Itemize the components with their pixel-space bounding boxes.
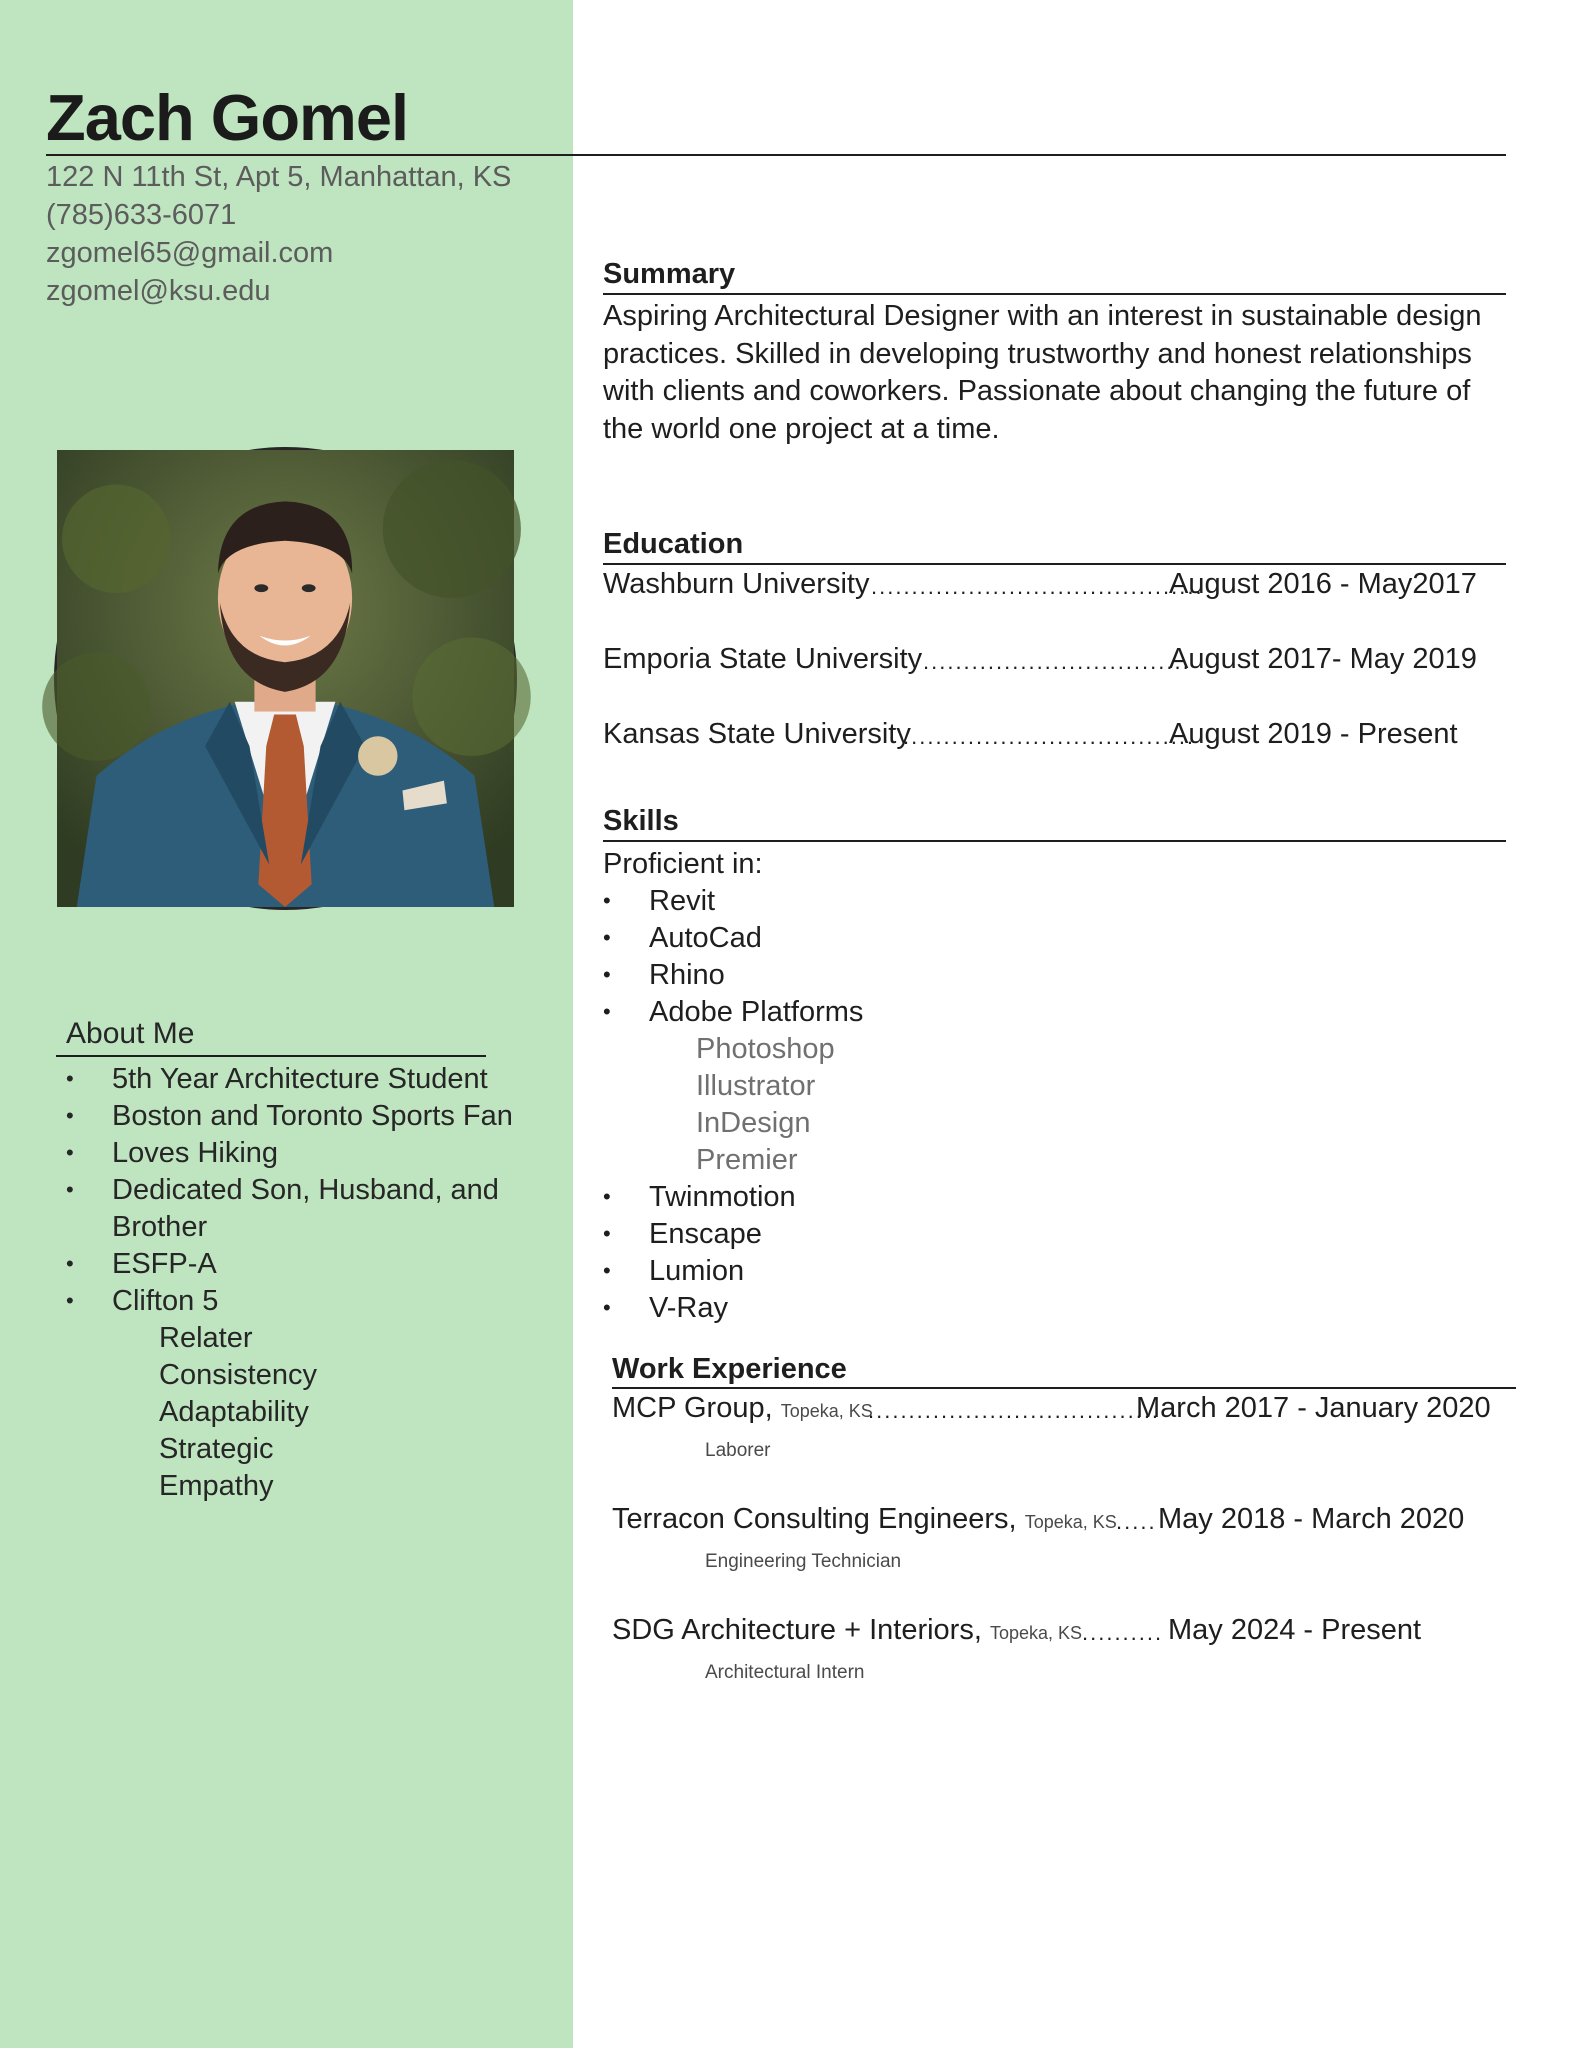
about-item-label: 5th Year Architecture Student bbox=[112, 1063, 488, 1095]
leader-dots: .................................... bbox=[903, 724, 1196, 749]
work-role: Laborer bbox=[705, 1440, 771, 1461]
bullet-icon: • bbox=[66, 1103, 74, 1128]
adobe-sub-skill: Premier bbox=[696, 1144, 798, 1176]
work-company bbox=[612, 1503, 1117, 1536]
bullet-icon: • bbox=[603, 1184, 611, 1209]
leader-dots: ......................................... bbox=[871, 574, 1204, 599]
clifton-strength-label: Relater bbox=[159, 1322, 253, 1354]
skill-label: Adobe Platforms bbox=[649, 996, 864, 1028]
work-role: Architectural Intern bbox=[705, 1662, 865, 1683]
contact-block bbox=[46, 158, 511, 310]
about-item-label: Dedicated Son, Husband, and bbox=[112, 1174, 499, 1206]
work-company-name: SDG Architecture + Interiors, bbox=[612, 1614, 982, 1646]
bullet-icon: • bbox=[603, 925, 611, 950]
clifton-strength-label: Adaptability bbox=[159, 1396, 309, 1428]
clifton-strength-label: Strategic bbox=[159, 1433, 274, 1465]
education-entry bbox=[603, 568, 1506, 606]
work-dates: March 2017 - January 2020 bbox=[1136, 1392, 1491, 1424]
work-company-name: MCP Group, bbox=[612, 1392, 773, 1424]
work-entry bbox=[612, 1614, 1516, 1652]
bullet-icon: • bbox=[603, 1295, 611, 1320]
work-company bbox=[612, 1392, 873, 1425]
bullet-icon: • bbox=[66, 1177, 74, 1202]
work-company-name: Terracon Consulting Engineers, bbox=[612, 1503, 1017, 1535]
work-entry bbox=[612, 1392, 1516, 1430]
adobe-sub-skill: Photoshop bbox=[696, 1033, 835, 1065]
skills-rule bbox=[603, 840, 1506, 842]
bullet-icon: • bbox=[603, 962, 611, 987]
profile-photo bbox=[54, 447, 517, 910]
work-location: Topeka, KS bbox=[1024, 1512, 1117, 1532]
work-role: Engineering Technician bbox=[705, 1551, 902, 1572]
leader-dots: ................................. bbox=[923, 649, 1191, 674]
about-item-label: Boston and Toronto Sports Fan bbox=[112, 1100, 513, 1132]
skill-label: Lumion bbox=[649, 1255, 745, 1287]
bullet-icon: • bbox=[66, 1140, 74, 1165]
skills-title: Skills bbox=[603, 805, 679, 837]
applicant-name: Zach Gomel bbox=[46, 81, 409, 154]
skill-label: Twinmotion bbox=[649, 1181, 796, 1213]
education-entry bbox=[603, 718, 1506, 756]
about-item-label: Brother bbox=[112, 1211, 208, 1243]
adobe-sub-skill: Illustrator bbox=[696, 1070, 816, 1102]
skill-label: Revit bbox=[649, 885, 716, 917]
work-dates: May 2024 - Present bbox=[1168, 1614, 1422, 1646]
education-school: Emporia State University bbox=[603, 643, 923, 675]
education-title: Education bbox=[603, 528, 744, 560]
header-rule bbox=[46, 154, 1506, 156]
skill-label: Enscape bbox=[649, 1218, 762, 1250]
contact-email-personal: zgomel65@gmail.com bbox=[46, 237, 334, 269]
skill-label: AutoCad bbox=[649, 922, 762, 954]
bullet-icon: • bbox=[603, 888, 611, 913]
about-item-label: Loves Hiking bbox=[112, 1137, 279, 1169]
summary-title: Summary bbox=[603, 258, 736, 290]
skill-label: Rhino bbox=[649, 959, 725, 991]
bullet-icon: • bbox=[66, 1288, 74, 1313]
leader-dots: .................................... bbox=[868, 1398, 1161, 1423]
work-company bbox=[612, 1614, 1082, 1647]
education-rule bbox=[603, 563, 1506, 565]
leader-dots: .......... bbox=[1082, 1620, 1164, 1645]
summary-text: Aspiring Architectural Designer with an interest in sustainable design practices. Skilled in developing trustworthy and honest relationships with clients and coworkers. Passionate about changing the future of the world one project at a time. bbox=[603, 300, 1482, 445]
skill-label: V-Ray bbox=[649, 1292, 728, 1324]
bullet-icon: • bbox=[603, 1258, 611, 1283]
education-school: Washburn University bbox=[603, 568, 870, 600]
education-dates: August 2017- May 2019 bbox=[1169, 643, 1477, 675]
leader-dots: ..... bbox=[1116, 1509, 1157, 1534]
about-rule bbox=[56, 1055, 486, 1057]
adobe-sub-skill: InDesign bbox=[696, 1107, 811, 1139]
about-item-label: Clifton 5 bbox=[112, 1285, 219, 1317]
work-entry bbox=[612, 1503, 1516, 1541]
clifton-strength-label: Empathy bbox=[159, 1470, 274, 1502]
summary-rule bbox=[603, 293, 1506, 295]
education-entry bbox=[603, 643, 1506, 681]
bullet-icon: • bbox=[603, 999, 611, 1024]
work-title: Work Experience bbox=[612, 1353, 847, 1385]
bullet-icon: • bbox=[66, 1251, 74, 1276]
contact-email-school: zgomel@ksu.edu bbox=[46, 275, 271, 307]
clifton-strength-label: Consistency bbox=[159, 1359, 317, 1391]
portrait-illustration bbox=[57, 450, 514, 907]
education-dates: August 2016 - May2017 bbox=[1169, 568, 1477, 600]
about-title: About Me bbox=[66, 1017, 195, 1050]
education-dates: August 2019 - Present bbox=[1169, 718, 1458, 750]
education-school: Kansas State University bbox=[603, 718, 911, 750]
about-item-label: ESFP-A bbox=[112, 1248, 217, 1280]
work-dates: May 2018 - March 2020 bbox=[1158, 1503, 1465, 1535]
work-rule bbox=[612, 1387, 1516, 1389]
contact-address: 122 N 11th St, Apt 5, Manhattan, KS bbox=[46, 161, 512, 193]
contact-phone: (785)633-6071 bbox=[46, 199, 237, 231]
bullet-icon: • bbox=[603, 1221, 611, 1246]
bullet-icon: • bbox=[66, 1066, 74, 1091]
work-location: Topeka, KS bbox=[780, 1401, 873, 1421]
work-location: Topeka, KS bbox=[989, 1623, 1083, 1643]
skills-intro-label: Proficient in: bbox=[603, 848, 763, 880]
